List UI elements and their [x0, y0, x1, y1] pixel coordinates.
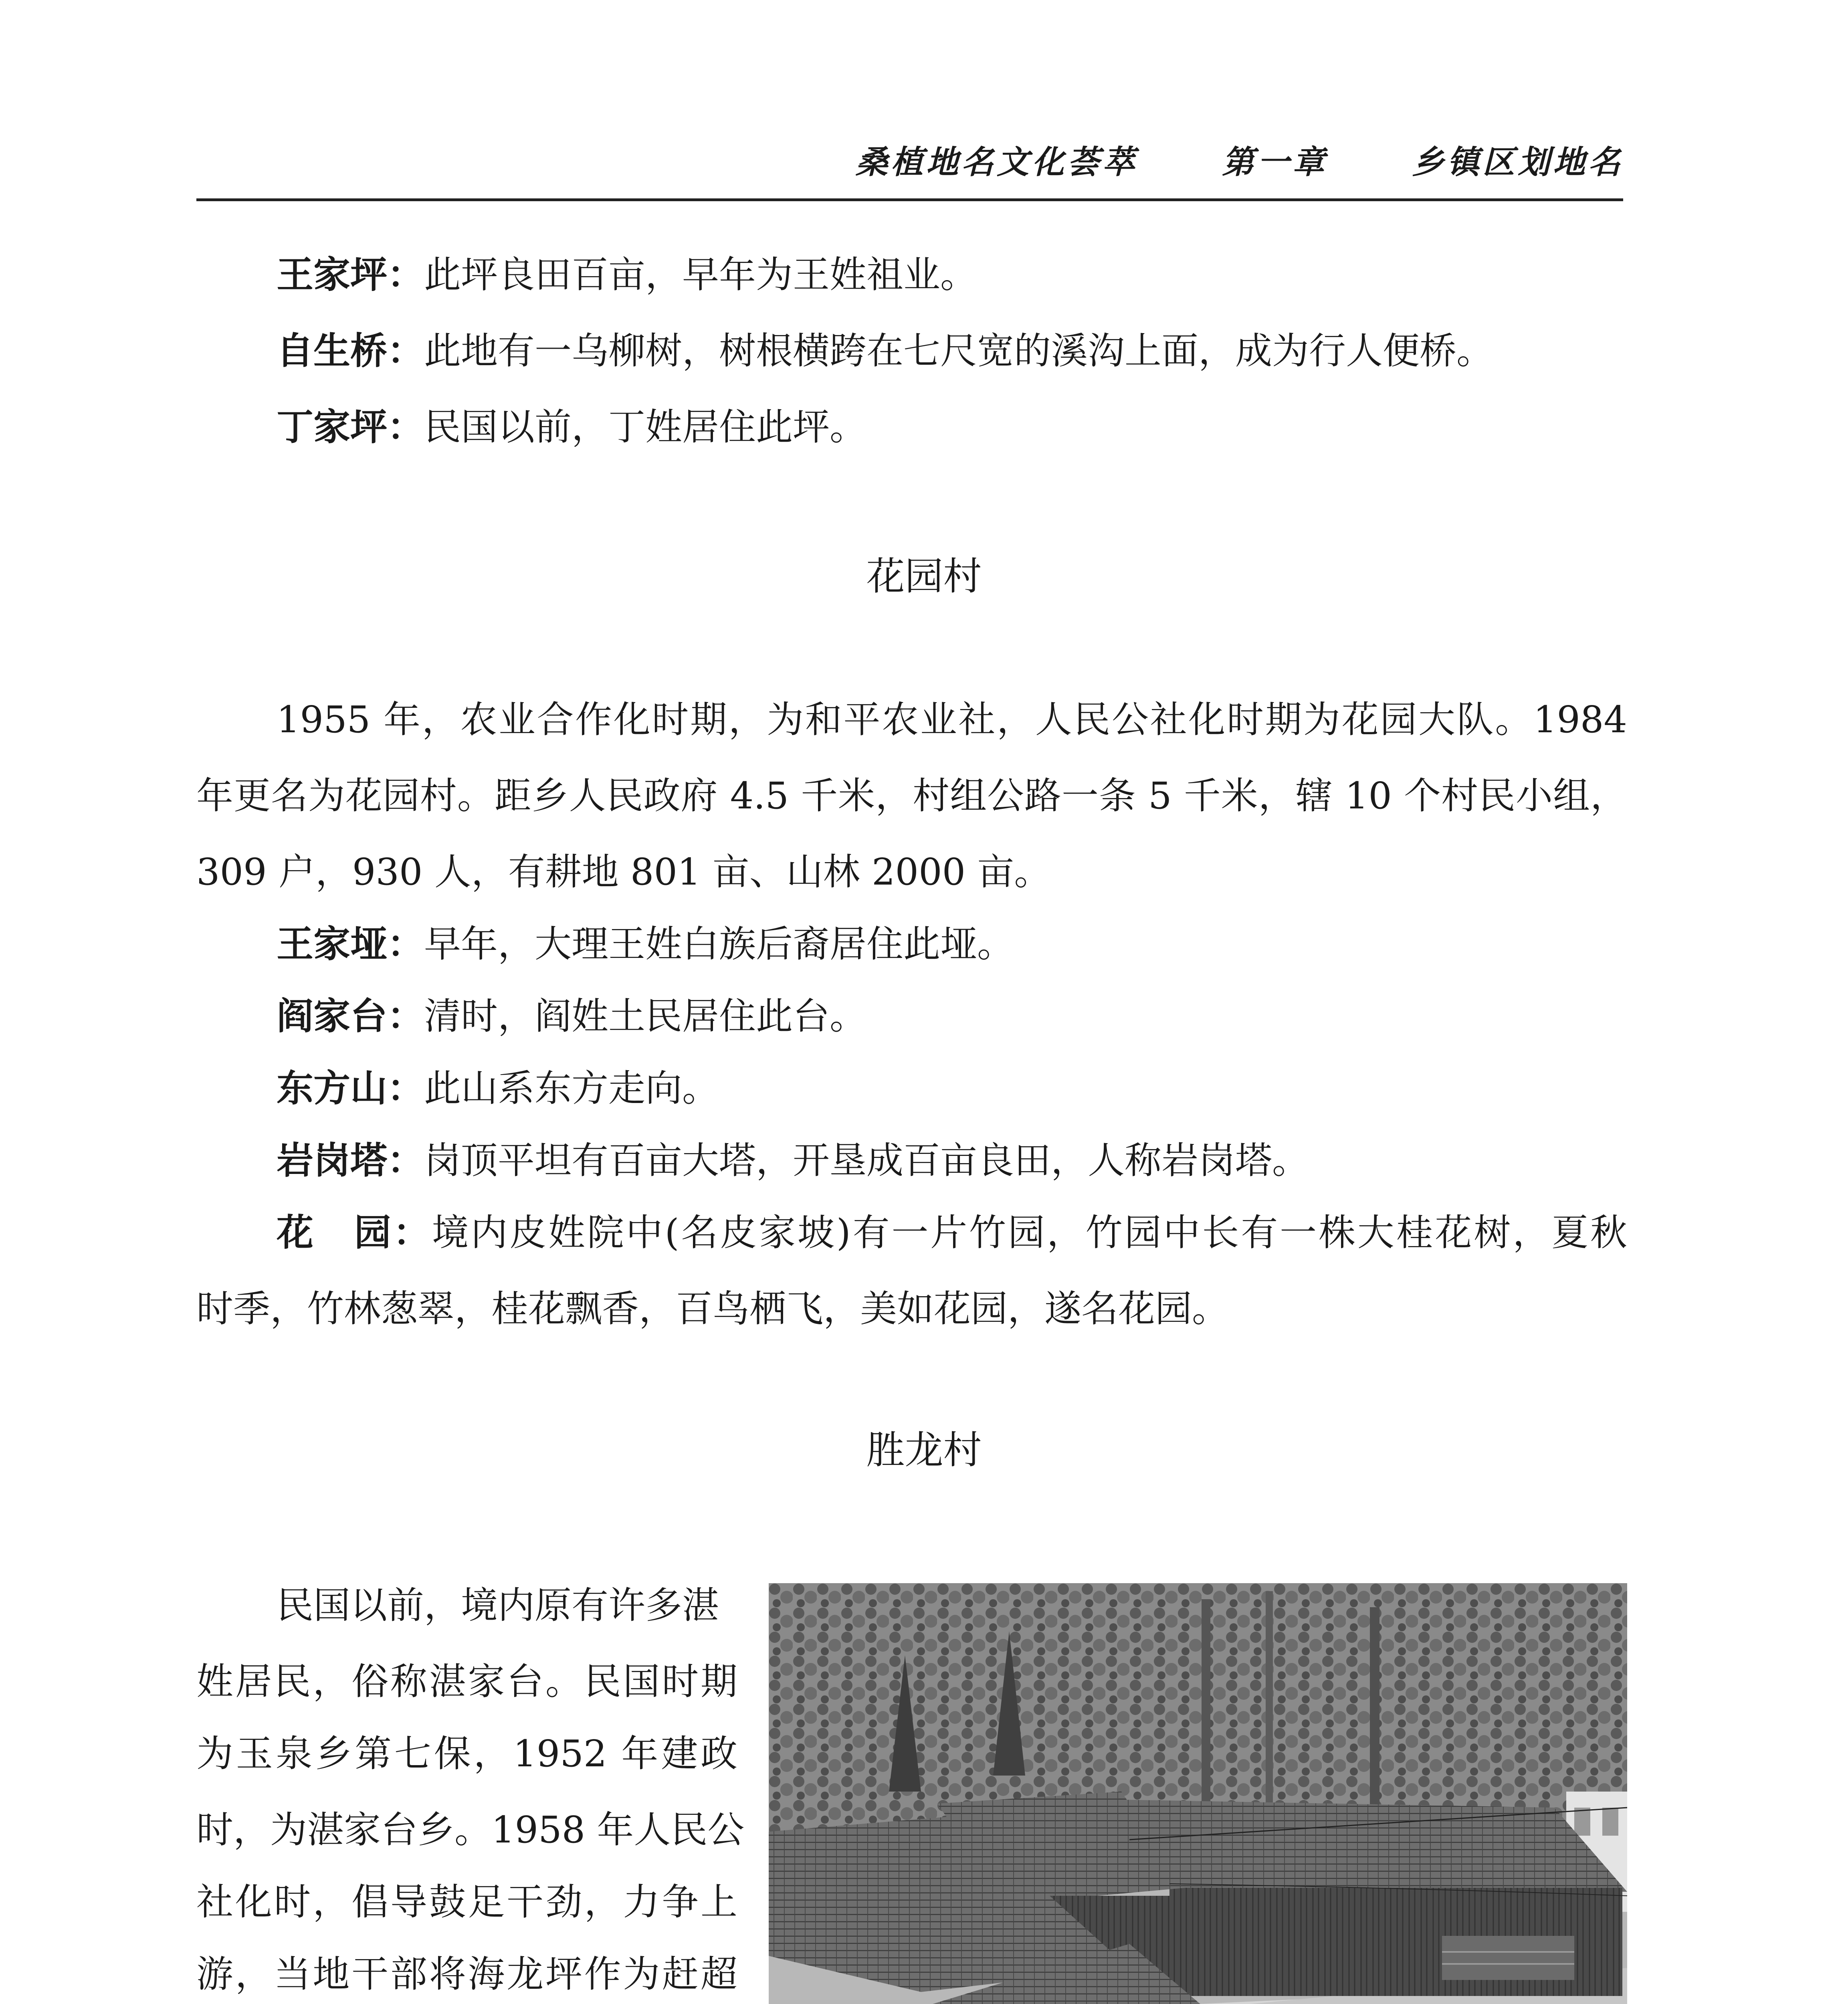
section-title-huayuan: 花园村 [866, 554, 982, 599]
paragraph-line: 游，当地干部将海龙坪作为赶超 [196, 1953, 737, 1996]
paragraph-line: 社化时，倡导鼓足干劲，力争上 [196, 1881, 737, 1923]
entry-huayuan: 花 园：境内皮姓院中(名皮家坡)有一片竹园，竹园中长有一株大桂花树，夏秋 [277, 1211, 1627, 1254]
running-header [772, 136, 1624, 182]
entry-wangjiaping: 王家坪：此坪良田百亩，早年为王姓祖业。 [277, 253, 978, 296]
header-section: 乡镇区划地名 [1412, 143, 1624, 181]
section-title-shenglong: 胜龙村 [866, 1428, 982, 1473]
paragraph-line: 时季，竹林葱翠，桂花飘香，百鸟栖飞，美如花园，遂名花园。 [196, 1287, 1229, 1330]
village-houses-photo [769, 1583, 1627, 2004]
paragraph-line: 姓居民，俗称湛家台。民国时期 [196, 1660, 737, 1703]
entry-dingjiaping: 丁家坪：民国以前，丁姓居住此坪。 [277, 406, 867, 448]
entry-yangangta: 岩岗塔：岗顶平坦有百亩大塔，开垦成百亩良田，人称岩岗塔。 [277, 1139, 1309, 1182]
paragraph-line: 为玉泉乡第七保，1952 年建政 [196, 1732, 737, 1775]
paragraph-line: 民国以前，境内原有许多湛 [277, 1584, 719, 1627]
header-book-title: 桑植地名文化荟萃 [856, 143, 1138, 181]
entry-yanjiatai: 阎家台：清时，阎姓土民居住此台。 [277, 995, 867, 1038]
paragraph-line: 309 户，930 人，有耕地 801 亩、山林 2000 亩。 [196, 850, 1051, 893]
paragraph-line: 年更名为花园村。距乡人民政府 4.5 千米，村组公路一条 5 千米，辖 10 个村民小组， [196, 774, 1627, 817]
header-rule [196, 198, 1623, 201]
header-chapter: 第一章 [1222, 143, 1328, 181]
entry-wangjiaya: 王家垭：早年，大理王姓白族后裔居住此垭。 [277, 923, 1014, 966]
entry-dongfangshan: 东方山：此山系东方走向。 [277, 1067, 719, 1110]
paragraph-line: 时，为湛家台乡。1958 年人民公 [196, 1808, 745, 1851]
paragraph-line: 1955 年，农业合作化时期，为和平农业社，人民公社化时期为花园大队。1984 [277, 698, 1627, 741]
entry-zishengqiao: 自生桥：此地有一乌柳树，树根横跨在七尺宽的溪沟上面，成为行人便桥。 [277, 329, 1494, 372]
